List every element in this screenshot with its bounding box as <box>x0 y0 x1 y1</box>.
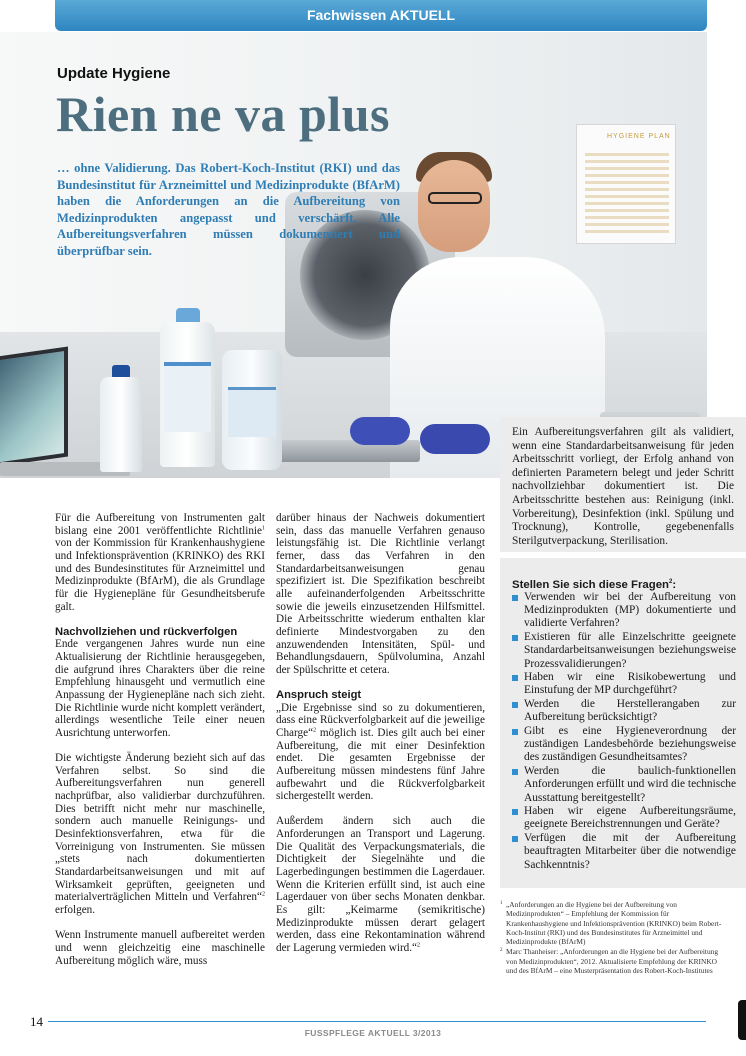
body-column-1 <box>55 512 265 980</box>
disinfectant-bottle-small <box>100 377 142 472</box>
footnote: 2 Marc Thanheiser: „Anforderungen an die Hygiene bei der Aufbereitung von Medizinprodukten“, 2012. Aktualisierte Empfehlung der KRINKO und des BfArM – eine Musterpräsentation des Robert-Koch-Institutes <box>500 947 719 976</box>
footnotes <box>500 900 722 976</box>
paragraph: „Die Ergebnisse sind so zu dokumentieren, dass eine Rückverfolgbarkeit auf die jeweilige Charge“$^2$ möglich ist. Dies gilt auch bei einer Aufbereitung, die mit einer Desinfektion endet. Die gesamten Ergebnisse der Aufbereitung müssen mindestens fünf Jahre aufbewahrt und die Rückverfolgbarkeit sichergestellt werden. <box>276 701 485 803</box>
page-number: 14 <box>30 1014 43 1029</box>
info-box-text: Ein Aufbereitungsverfahren gilt als validiert, wenn eine Standardarbeitsanweisung für jeden Arbeitsschritt vorliegt, der Erfolg anhand von definierten Parametern belegt und jeder Schritt nachvollziehbar dokumentiert ist. Die Arbeitsschritte bestehen aus: Reinigung (inkl. Vorbereitung), Desinfektion (inkl. Spülung und Trocknung), Kontrolle, gegebenenfalls Sterilgutverpackung, Sterilisation. <box>512 426 734 547</box>
section-header-tab: Fachwissen AKTUELL <box>55 0 707 31</box>
square-bullet-icon <box>512 595 518 601</box>
laptop-screen <box>0 347 68 468</box>
person-head <box>418 160 490 252</box>
magazine-footer: FUSSPFLEGE AKTUELL 3/2013 <box>304 1028 442 1038</box>
hygiene-plan-poster <box>576 124 676 244</box>
subheading: Anspruch steigt <box>276 689 362 702</box>
info-box-validation <box>500 417 746 552</box>
paragraph: Ende vergangenen Jahres wurde nun eine Aktualisierung der Richtlinie herausgegeben, die aufgrund ihres Charakters über die reine Empfehlung hinausgeht und vermutlich eine Anpassung der Hygienepläne nach sich zieht. Die Richtlinie wurde nicht komplett verändert, allerdings wesentliche Teile einer neuen Ausrichtung unterworfen. <box>55 638 265 739</box>
questions-list <box>512 591 736 872</box>
paragraph: darüber hinaus der Nachweis dokumentiert sein, dass das manuelle Verfahren genauso leistungsfähig ist. Die Richtlinie verlangt ferner, dass das Verfahren in den Standardarbeitsanweisungen genau spezifiziert ist. Die Spezifikation beschreibt alle aufeinanderfolgenden Arbeitsschritte sowie die jeweils einzusetzenden Hilfsmittel. Die Arbeitsschritte wiederum enthalten klar definierte Mindestvorgaben zu den anzuwendenden Intensitäten, Spül- und Behandlungsdauern, Spülvolumina, Anzahl der Spülschritte et cetera. <box>276 512 485 676</box>
canister-label <box>228 387 276 437</box>
square-bullet-icon <box>512 769 518 775</box>
square-bullet-icon <box>512 702 518 708</box>
article-title: Rien ne va plus <box>56 86 390 142</box>
footnote: 1 „Anforderungen an die Hygiene bei der Aufbereitung von Medizinprodukten“ – Empfehlung der Kommission für Krankenhaushygiene und Infektionsprävention (KRINKO) beim Robert-Koch-Institut (RKI) und des Bundesinstitutes für Arzneimittel und Medizinprodukte (BfArM) <box>500 900 722 947</box>
poster-title: HYGIENE PLAN <box>607 133 671 140</box>
glove-left <box>350 417 410 445</box>
list-item: Haben wir eigene Aufbereitungsräume, geeignete Bereichstrennungen und Geräte? <box>512 805 736 831</box>
square-bullet-icon <box>512 809 518 815</box>
list-item: Verwenden wir bei der Aufbereitung von Medizinprodukten (MP) dokumentierte und validierte Verfahren? <box>512 591 736 631</box>
article-kicker: Update Hygiene <box>57 65 171 82</box>
body-column-2 <box>276 512 485 967</box>
square-bullet-icon <box>512 729 518 735</box>
paragraph: Wenn Instrumente manuell aufbereitet werden und wenn gleichzeitig eine maschinelle Aufbereitung möglich wäre, muss <box>55 929 265 967</box>
questions-title: Stellen Sie sich diese Fragen$^2$: <box>512 578 677 591</box>
paragraph: Für die Aufbereitung von Instrumenten galt bislang eine 2001 veröffentlichte Richtlinie$^1$ von der Kommission für Krankenhaushygiene und Infektionsprävention (KRINKO) des RKI und des Bundesinstitutes für Arzneimittel und Medizinprodukte (BfArM), die als Grundlage für die Hygienepläne für Gesundheitsberufe galt. <box>55 512 265 613</box>
list-item: Haben wir eine Risikobewertung und Einstufung der MP durchgeführt? <box>512 671 736 697</box>
bottle-label <box>164 362 211 432</box>
glove-right <box>420 424 490 454</box>
questions-box <box>500 558 746 888</box>
glasses-icon <box>428 192 482 204</box>
square-bullet-icon <box>512 836 518 842</box>
square-bullet-icon <box>512 675 518 681</box>
subheading: Nachvollziehen und rückverfolgen <box>55 625 238 638</box>
list-item: Verfügen die mit der Aufbereitung beauftragten Mitarbeiter über die notwendige Sachkenntnis? <box>512 832 736 872</box>
article-lead: … ohne Validierung. Das Robert-Koch-Institut (RKI) und das Bundesinstitut für Arzneimittel und Medizinprodukte (BfArM) haben die Anforderungen an die Aufbereitung von Medizinprodukten angepasst und verschärft. Alle Aufbereitungsverfahren müssen dokumentiert und überprüfbar sein. <box>57 161 400 258</box>
list-item: Existieren für alle Einzelschritte geeignete Standardarbeitsanweisungen beziehungsweise Prozessvalidierungen? <box>512 631 736 671</box>
footer-rule <box>48 1021 706 1022</box>
list-item: Gibt es eine Hygieneverordnung der zuständigen Landesbehörde beziehungsweise des zuständigen Gesundheitsamtes? <box>512 725 736 765</box>
poster-rows <box>585 153 669 237</box>
square-bullet-icon <box>512 635 518 641</box>
list-item: Werden die baulich-funktionellen Anforderungen erfüllt und wird die technische Ausstattung bereitgestellt? <box>512 765 736 805</box>
list-item: Werden die Herstellerangaben zur Aufbereitung berücksichtigt? <box>512 698 736 724</box>
paragraph: Außerdem ändern sich auch die Anforderungen an Transport und Lagerung. Die Qualität des Verpackungsmaterials, die Dichtigkeit der Siegelnähte und die Lagerbedingungen bestimmen die Lagerdauer. Wenn die Kriterien erfüllt sind, ist auch eine Lagerdauer von über sechs Monaten denkbar. Es gilt: „Keimarme (semikritische) Medizinprodukte müssen derart gelagert werden, dass eine Rekontamination während der Lagerung vermieden wird.“$^2$ <box>276 815 485 954</box>
page-edge-mark <box>738 1000 746 1040</box>
paragraph: Die wichtigste Änderung bezieht sich auf das Verfahren selbst. So sind die Aufbereitungsverfahren nun generell nachprüfbar, also validierbar durchzuführen. Dies betrifft nicht mehr nur maschinelle, sondern auch manuelle Reinigungs- und Desinfektionsverfahren, etwa für die Vorreinigung von Instrumenten. Sie müssen „stets nach dokumentierten Standardarbeitsanweisungen und mit auf Wirksamkeit geprüften, geeigneten und materialverträglichen Mitteln und Verfahren“$^2$ erfolgen. <box>55 752 265 917</box>
